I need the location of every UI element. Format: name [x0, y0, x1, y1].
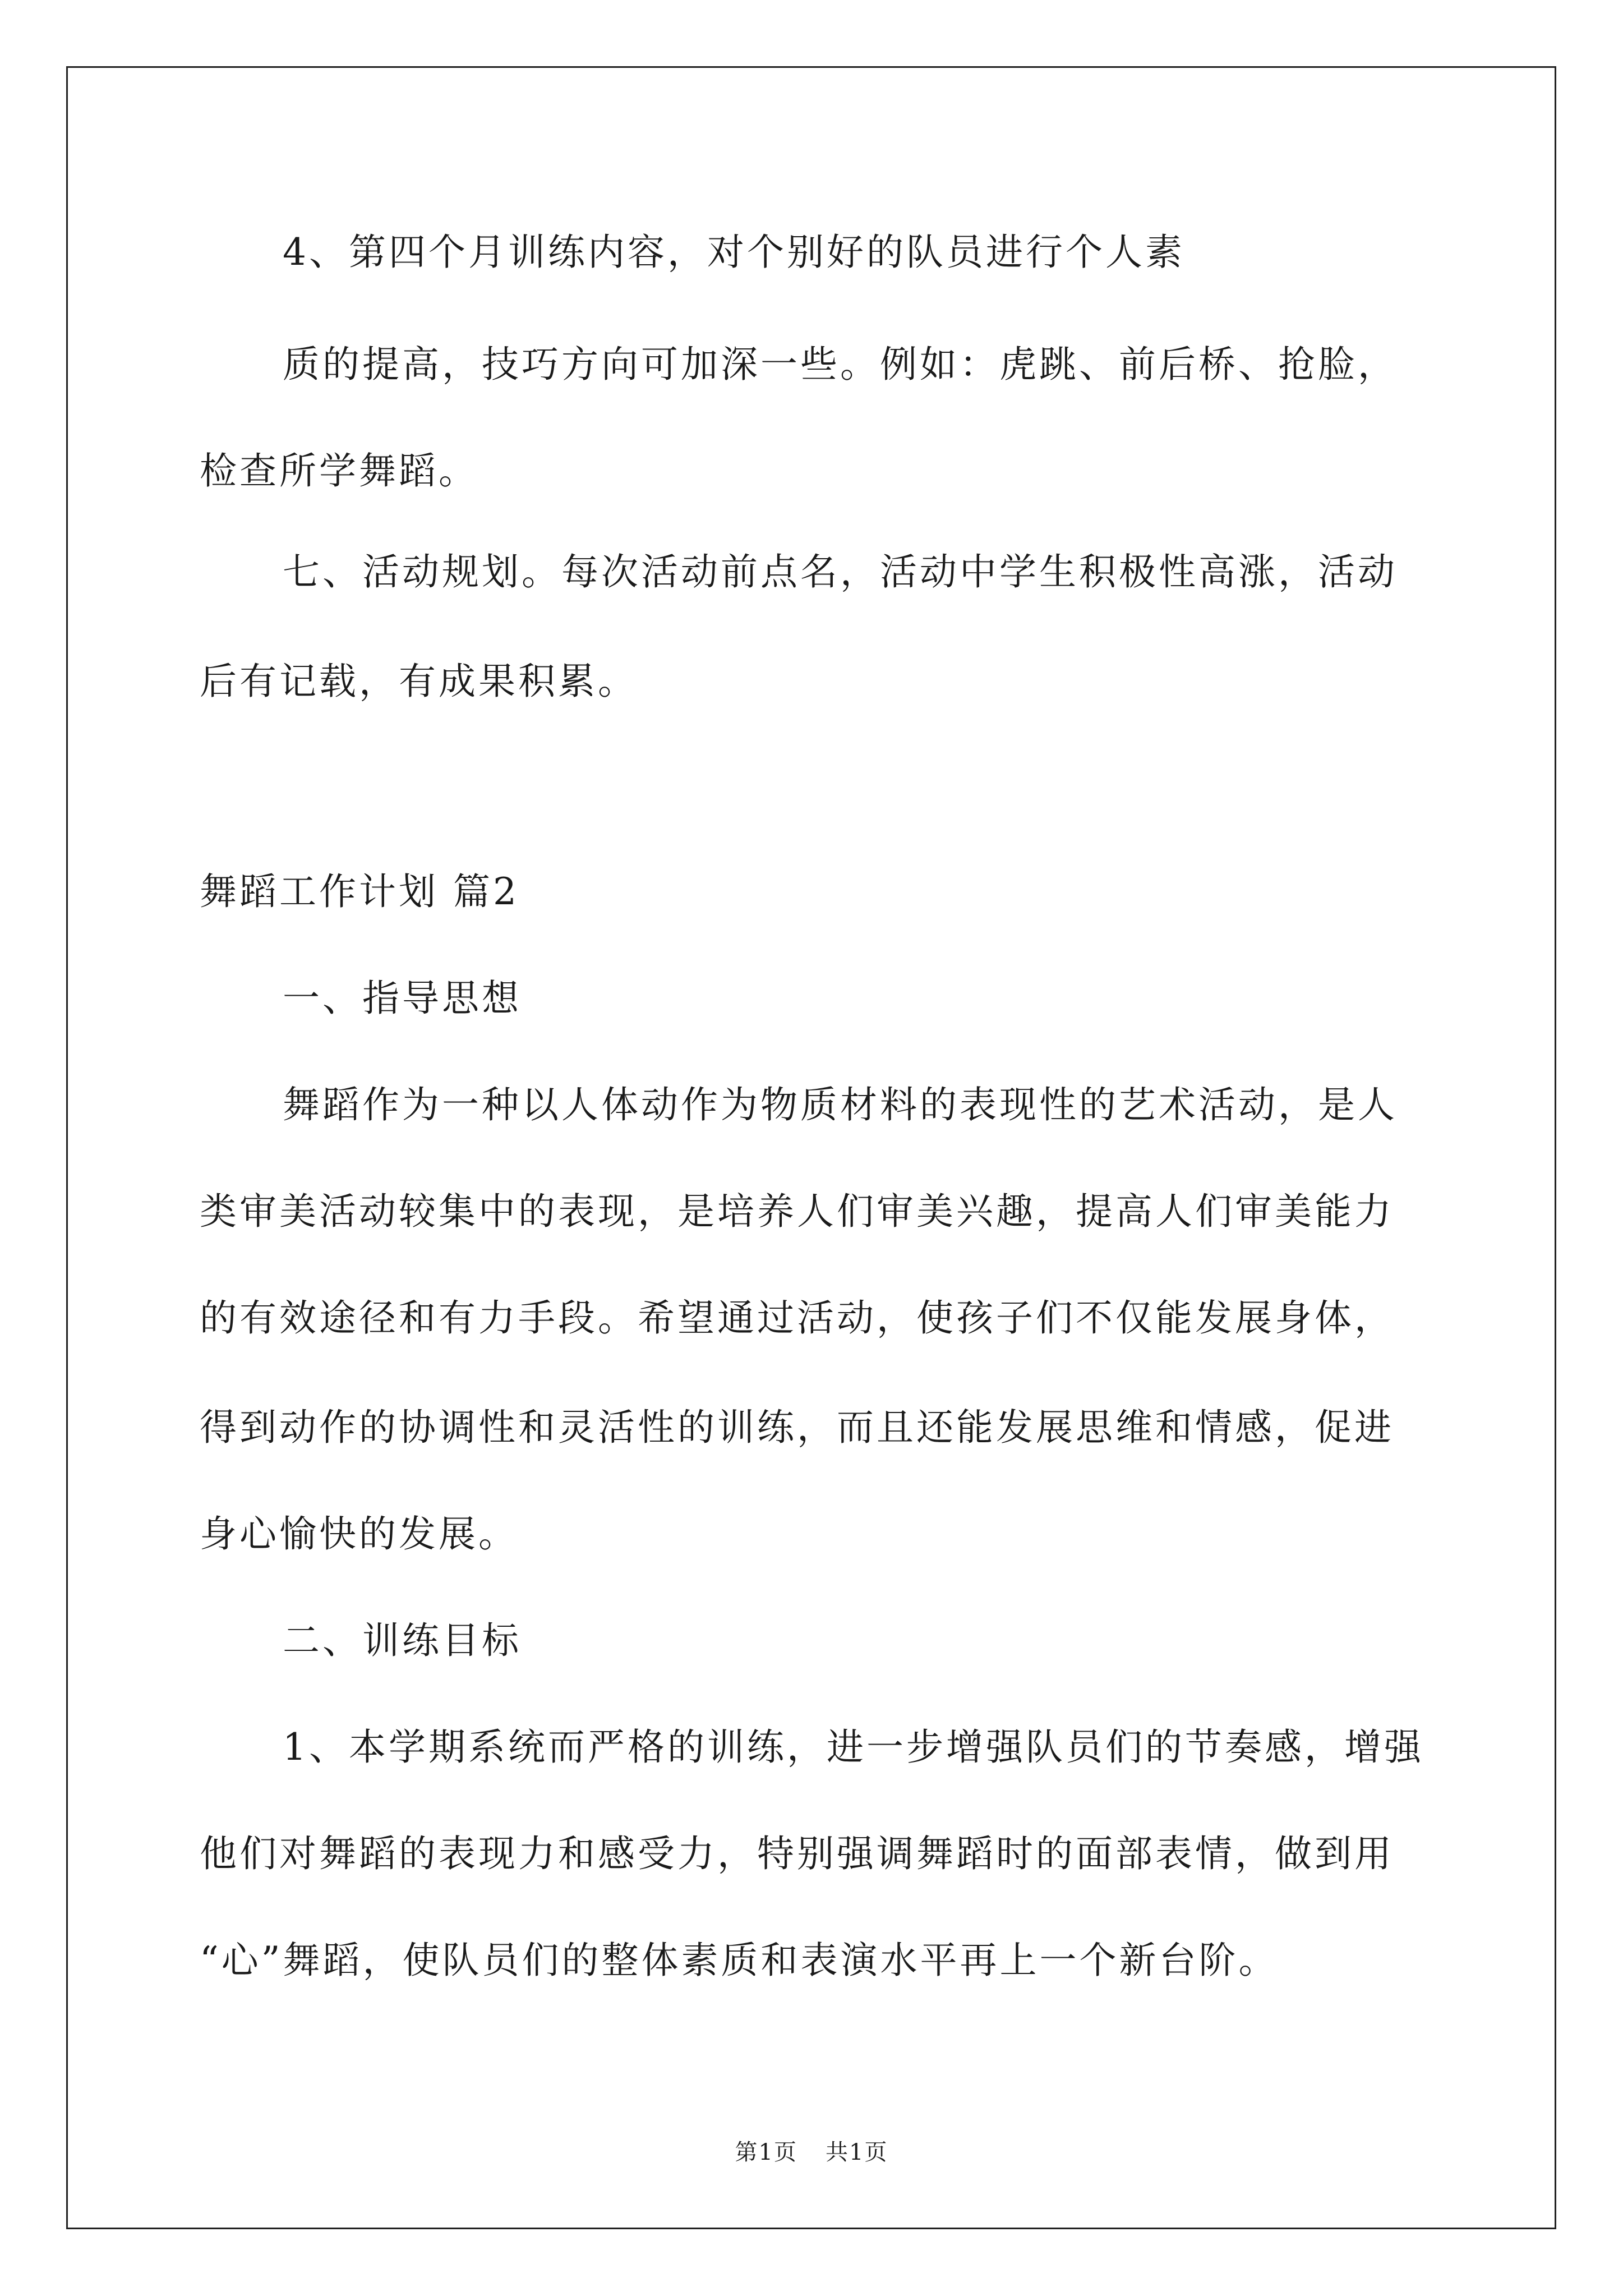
paragraph-line: 他们对舞蹈的表现力和感受力，特别强调舞蹈时的面部表情，做到用 — [200, 1832, 1394, 1875]
paragraph-line: 七、活动规划。每次活动前点名，活动中学生积极性高涨，活动 — [283, 550, 1398, 593]
page-number: 第1页 — [735, 2139, 797, 2165]
paragraph-line: 后有记载，有成果积累。 — [200, 660, 638, 703]
paragraph-line: 身心愉快的发展。 — [200, 1512, 518, 1556]
paragraph-line: 类审美活动较集中的表现，是培养人们审美兴趣，提高人们审美能力 — [200, 1190, 1394, 1233]
paragraph-line: 质的提高，技巧方向可加深一些。例如：虎跳、前后桥、抢脸， — [283, 343, 1398, 386]
paragraph-line: 检查所学舞蹈。 — [200, 449, 478, 493]
paragraph-line: 1、本学期系统而严格的训练，进一步增强队员们的节奏感，增强 — [283, 1726, 1424, 1769]
page-footer — [0, 2138, 1623, 2166]
paragraph-line: 舞蹈作为一种以人体动作为物质材料的表现性的艺术活动，是人 — [283, 1083, 1398, 1126]
page-border — [66, 66, 1556, 2229]
paragraph-line: 得到动作的协调性和灵活性的训练，而且还能发展思维和情感，促进 — [200, 1406, 1394, 1449]
section-heading: 舞蹈工作计划 篇2 — [200, 870, 519, 913]
subsection-heading: 一、指导思想 — [283, 977, 522, 1020]
page-total: 共1页 — [826, 2139, 888, 2165]
subsection-heading: 二、训练目标 — [283, 1619, 522, 1662]
paragraph-line: “心”舞蹈，使队员们的整体素质和表演水平再上一个新台阶。 — [200, 1939, 1279, 1982]
paragraph-line: 4、第四个月训练内容，对个别好的队员进行个人素 — [283, 231, 1185, 274]
paragraph-line: 的有效途径和有力手段。希望通过活动，使孩子们不仅能发展身体， — [200, 1296, 1394, 1340]
